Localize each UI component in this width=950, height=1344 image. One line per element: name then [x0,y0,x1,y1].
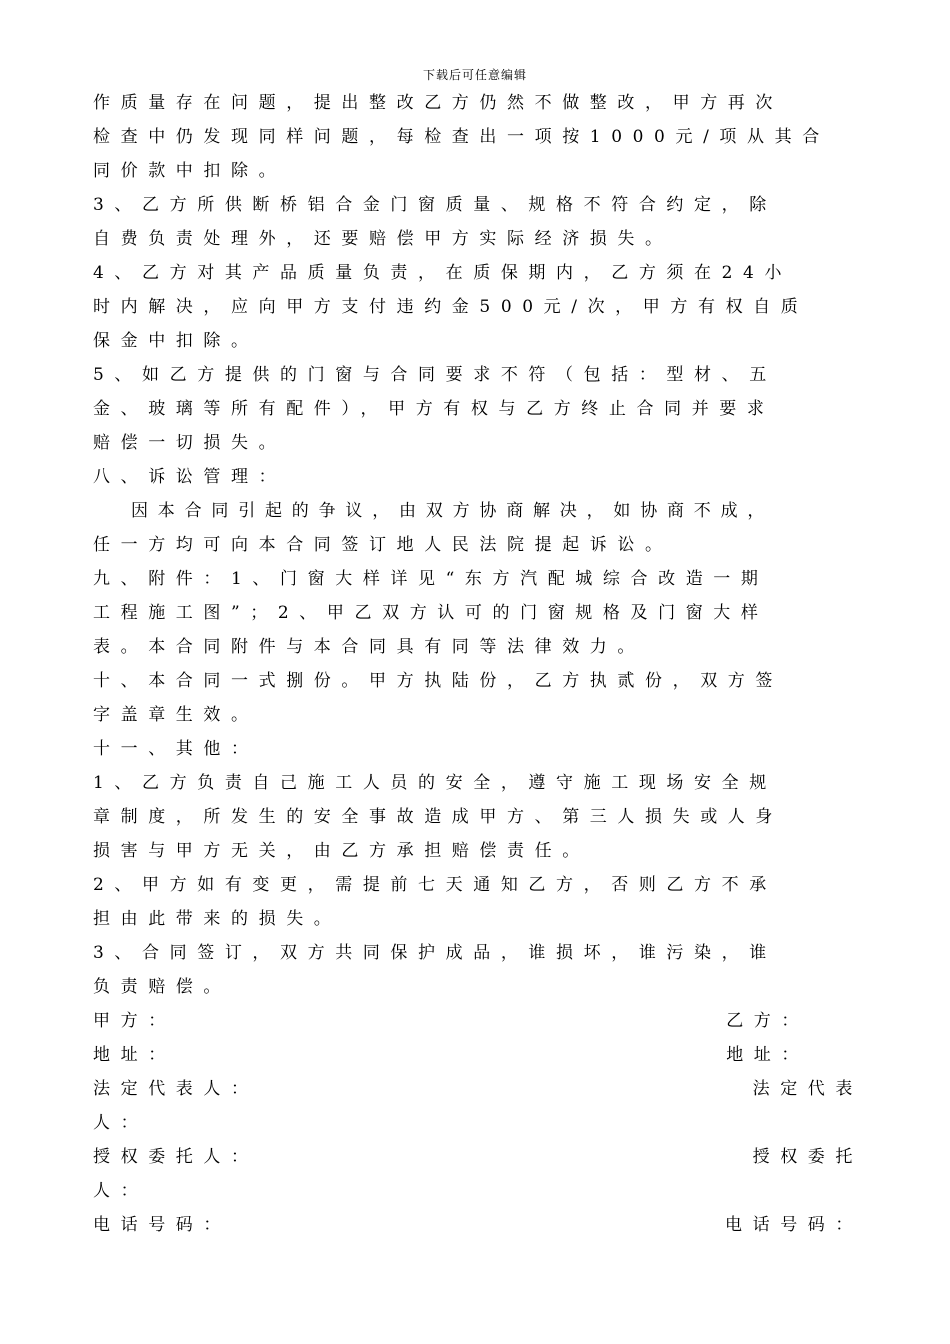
text-line: 赔偿一切损失。 [93,433,287,453]
party-b-label: 乙方： [726,1011,809,1031]
signature-row-legal-rep-wrap [93,1106,863,1140]
text-line: 任一方均可向本合同签订地人民法院提起诉讼。 [93,535,673,555]
section-heading-10: 十、本合同一式捌份。甲方执陆份，乙方执贰份，双方签 [93,671,783,691]
section-heading-8: 八、诉讼管理： [93,467,287,487]
signature-row-phone [93,1208,863,1242]
clause-11-1-line: 1、乙方负责自己施工人员的安全，遵守施工现场安全规 [93,773,777,793]
text-line: 同价款中扣除。 [93,161,287,181]
agent-b-label: 授权委托 [752,1147,863,1167]
legal-rep-b-label: 法定代表 [752,1079,863,1099]
text-line: 负责赔偿。 [93,977,231,997]
text-line: 作质量存在问题，提出整改乙方仍然不做整改，甲方再次 [93,93,783,113]
text-line: 时内解决，应向甲方支付违约金500元/次，甲方有权自质 [93,297,809,317]
phone-b-label: 电话号码： [725,1215,863,1235]
signature-row-agent-wrap [93,1174,863,1208]
agent-b-wrap: 人： [93,1181,149,1201]
party-a-label: 甲方： [93,1011,176,1031]
clause-11-3-line: 3、合同签订，双方共同保护成品，谁损坏，谁污染，谁 [93,943,777,963]
phone-a-label: 电话号码： [93,1215,231,1235]
text-line: 损害与甲方无关，由乙方承担赔偿责任。 [93,841,590,861]
signature-row-party [93,1004,863,1038]
text-line: 工程施工图”；2、甲乙双方认可的门窗规格及门窗大样 [93,603,769,623]
text-line: 表。本合同附件与本合同具有同等法律效力。 [93,637,645,657]
text-line: 检查中仍发现同样问题，每检查出一项按1000元/项从其合 [93,127,830,147]
clause-3-line: 3、乙方所供断桥铝合金门窗质量、规格不符合约定，除 [93,195,777,215]
text-line: 担由此带来的损失。 [93,909,342,929]
address-a-label: 地址： [93,1045,176,1065]
contract-body [93,86,863,1242]
section-heading-11: 十一、其他： [93,739,259,759]
text-line: 字盖章生效。 [93,705,259,725]
page-header: 下载后可任意编辑 [422,68,527,82]
clause-4-line: 4、乙方对其产品质量负责，在质保期内，乙方须在24小 [93,263,793,283]
section-heading-9: 九、附件：1、门窗大样详见“东方汽配城综合改造一期 [93,569,769,589]
clause-5-line: 5、如乙方提供的门窗与合同要求不符（包括：型材、五 [93,365,777,385]
clause-11-2-line: 2、甲方如有变更，需提前七天通知乙方，否则乙方不承 [93,875,777,895]
legal-rep-a-label: 法定代表人： [93,1079,259,1099]
text-line: 保金中扣除。 [93,331,259,351]
text-line: 金、玻璃等所有配件），甲方有权与乙方终止合同并要求 [93,399,775,419]
text-line: 自费负责处理外，还要赔偿甲方实际经济损失。 [93,229,673,249]
signature-row-legal-rep [93,1072,863,1106]
legal-rep-b-wrap: 人： [93,1113,149,1133]
signature-row-agent [93,1140,863,1174]
text-line: 因本合同引起的争议，由双方协商解决，如协商不成， [131,501,775,521]
text-line: 章制度，所发生的安全事故造成甲方、第三人损失或人身 [93,807,783,827]
address-b-label: 地址： [726,1045,809,1065]
signature-row-address [93,1038,863,1072]
agent-a-label: 授权委托人： [93,1147,259,1167]
